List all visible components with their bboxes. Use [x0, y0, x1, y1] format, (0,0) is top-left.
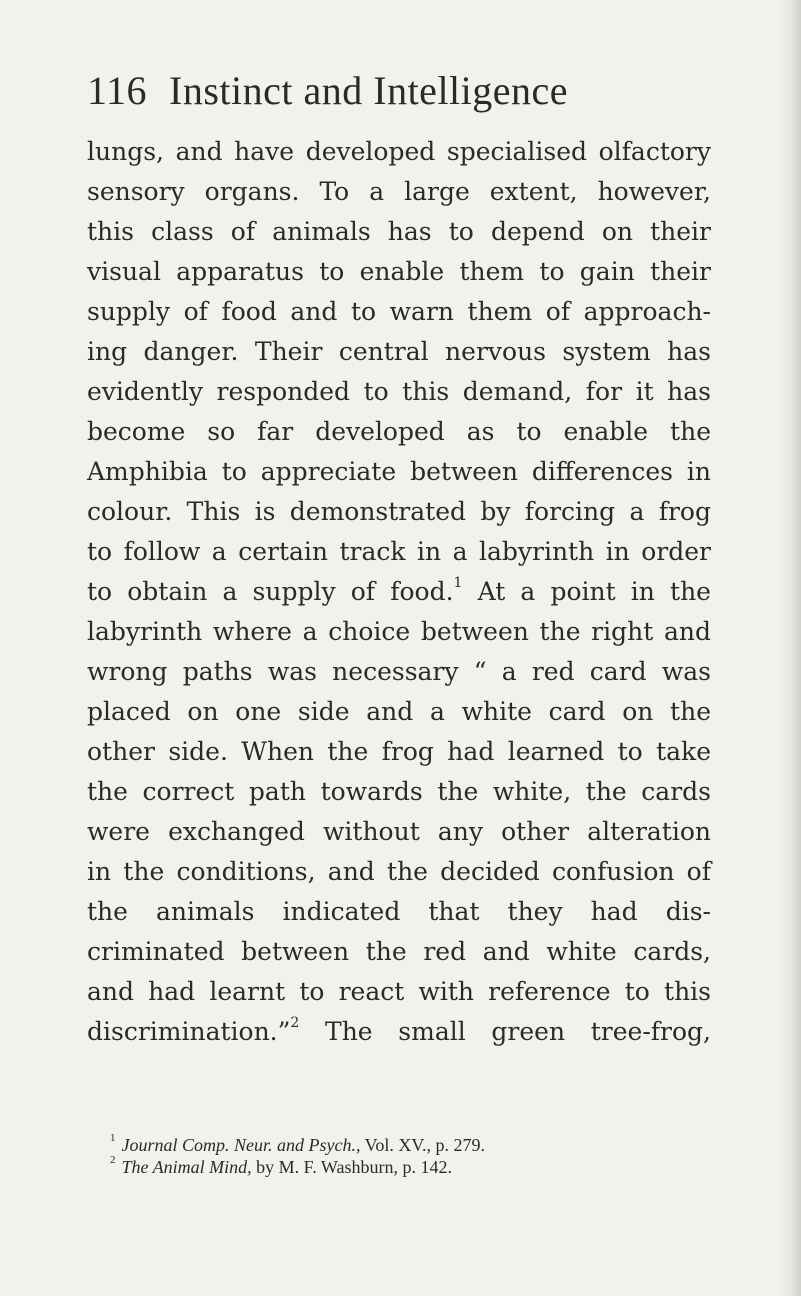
text-line: were exchanged without any other alteration [87, 817, 711, 846]
footnote-source-detail: Vol. XV., p. 279. [360, 1135, 486, 1155]
page-edge-shadow [779, 0, 801, 1296]
running-header [87, 66, 727, 116]
footnote-2 [110, 1156, 730, 1178]
text-fragment: to obtain a supply of food. [87, 577, 454, 606]
body-text [87, 132, 711, 1052]
footnote-ref-1: 1 [453, 574, 463, 591]
text-fragment: The small green tree-frog, [299, 1017, 711, 1046]
footnotes [110, 1134, 730, 1178]
text-line: this class of animals has to depend on their [87, 217, 711, 246]
running-title: Instinct and Intelligence [169, 68, 569, 113]
footnote-marker: 1 [110, 1132, 116, 1144]
text-line: sensory organs. To a large extent, however, [87, 177, 711, 206]
footnote-source-title: The Animal Mind, [121, 1157, 252, 1177]
footnote-1 [110, 1134, 730, 1156]
text-line: supply of food and to warn them of approach- [87, 297, 711, 326]
text-line: the animals indicated that they had dis- [87, 897, 711, 926]
text-line: lungs, and have developed specialised olfactory [87, 137, 711, 166]
text-line: other side. When the frog had learned to take [87, 737, 711, 766]
text-line: placed on one side and a white card on the [87, 697, 711, 726]
text-line: wrong paths was necessary “ a red card was [87, 657, 711, 686]
text-line: to follow a certain track in a labyrinth in order [87, 537, 711, 566]
text-line: evidently responded to this demand, for it has [87, 377, 711, 406]
text-line: Amphibia to appreciate between differences in [87, 457, 711, 486]
text-line: ing danger. Their central nervous system has [87, 337, 711, 366]
text-line [87, 1012, 711, 1052]
footnote-source-detail: by M. F. Washburn, p. 142. [251, 1157, 452, 1177]
text-line: and had learnt to react with reference to this [87, 977, 711, 1006]
text-line: labyrinth where a choice between the right and [87, 617, 711, 646]
footnote-source-title: Journal Comp. Neur. and Psych., [121, 1135, 361, 1155]
text-line: become so far developed as to enable the [87, 417, 711, 446]
text-line: criminated between the red and white cards, [87, 937, 711, 966]
text-line: in the conditions, and the decided confusion of [87, 857, 711, 886]
text-fragment: At a point in the [462, 577, 711, 606]
text-line [87, 572, 711, 612]
page-number: 116 [87, 68, 148, 113]
text-line: colour. This is demonstrated by forcing a frog [87, 497, 711, 526]
text-line: visual apparatus to enable them to gain their [87, 257, 711, 286]
text-fragment: discrimination.” [87, 1017, 291, 1046]
footnote-ref-2: 2 [290, 1014, 300, 1031]
footnote-marker: 2 [110, 1154, 116, 1166]
text-line: the correct path towards the white, the cards [87, 777, 711, 806]
